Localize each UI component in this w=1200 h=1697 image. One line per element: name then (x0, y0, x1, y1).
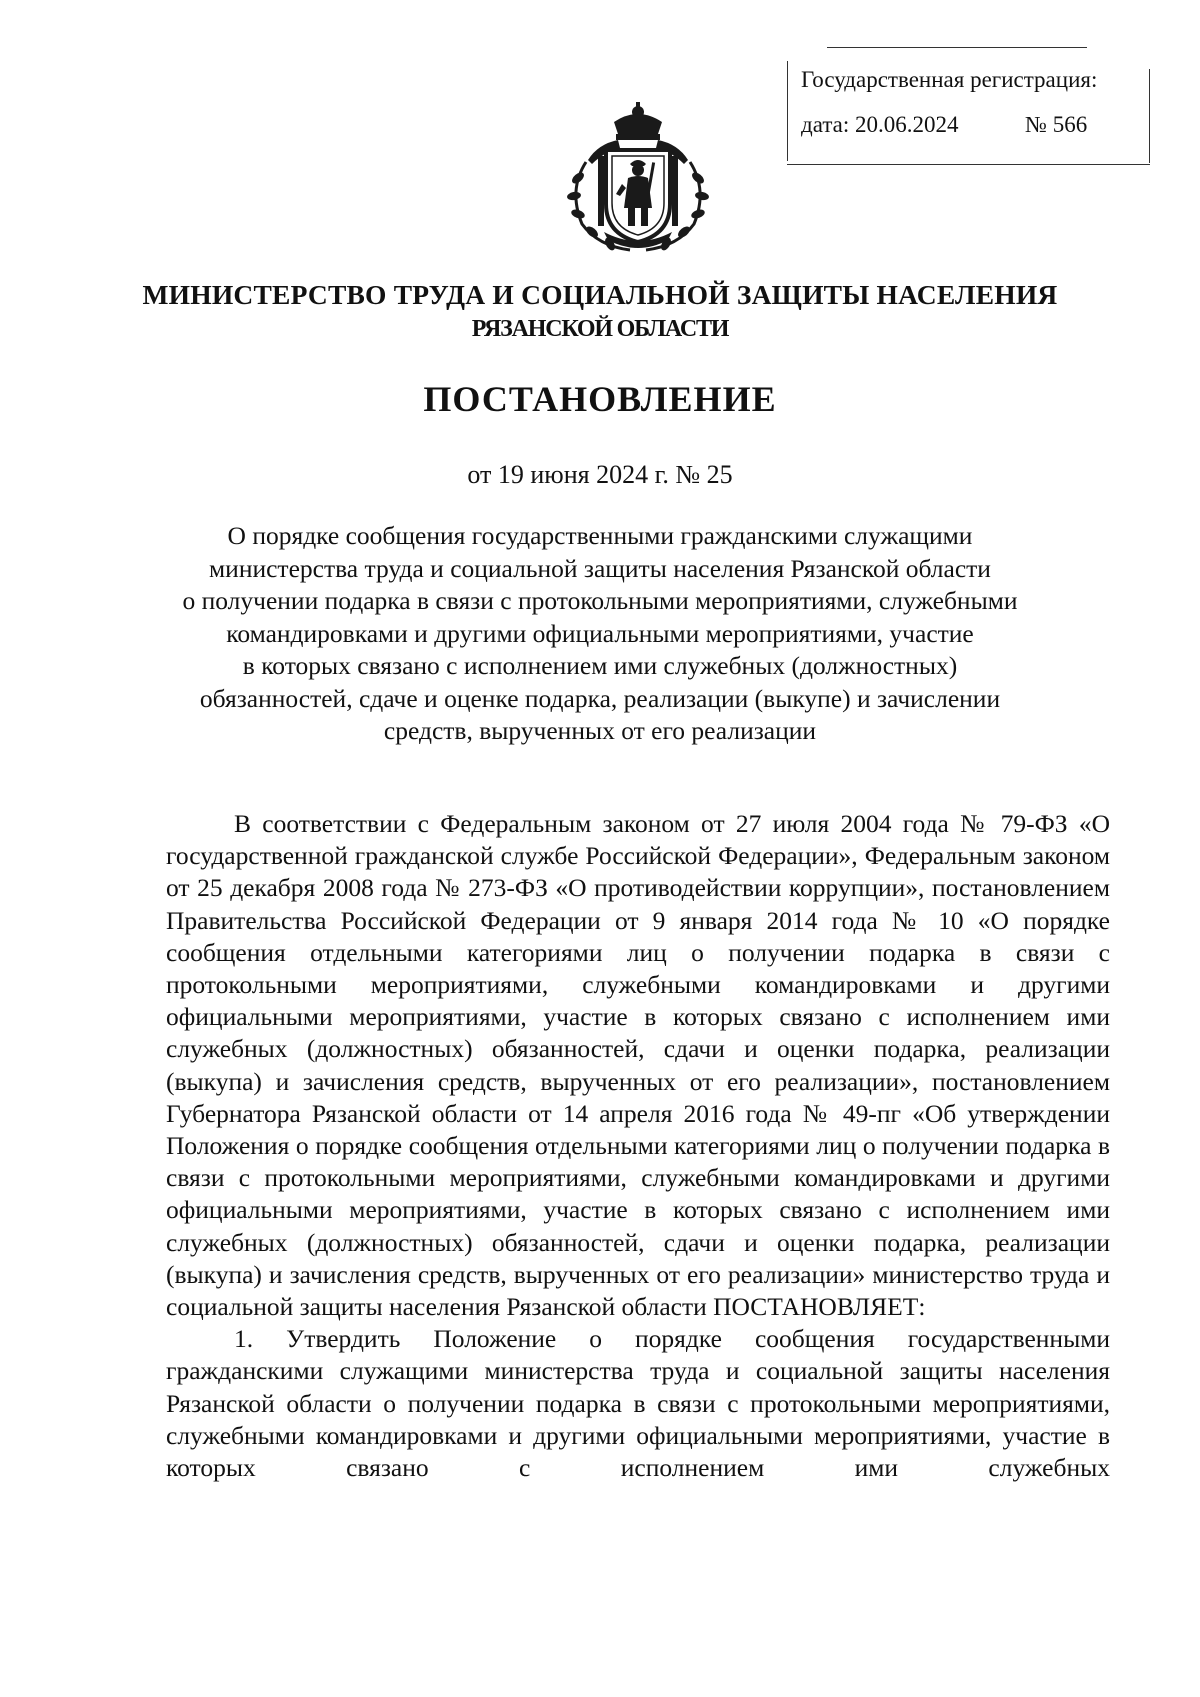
title-line: в которых связано с исполнением ими служебных (должностных) (242, 651, 958, 680)
title-line: министерства труда и социальной защиты населения Рязанской области (209, 553, 991, 583)
document-type: ПОСТАНОВЛЕНИЕ (423, 379, 777, 419)
title-line: командировками и другими официальными мероприятиями, участие (226, 618, 974, 648)
stamp-border-left (787, 61, 788, 161)
ministry-name (0, 278, 1200, 346)
preamble-paragraph: В соответствии с Федеральным законом от 27 июля 2004 года № 79-ФЗ «О государственной гражданской службе Российской Федерации», Федеральным законом от 25 декабря 2008 года № 273-ФЗ «О противодействии коррупции», постановлением Правительства Российской Федерации от 9 января 2014 года № 10 «О порядке сообщения отдельными категориями лиц о получении подарка в связи с протокольными мероприятиями, служебными командировками и другими официальными мероприятиями, участие в которых связано с исполнением ими служебных (должностных) обязанностей, сдачи и оценки подарка, реализации (выкупа) и зачисления средств, вырученных от его реализации», постановлением Губернатора Рязанской области от 14 апреля 2016 года № 49-пг «Об утверждении Положения о порядке сообщения отдельными категориями лиц о получении подарка в связи с протокольными мероприятиями, служебными командировками и другими официальными мероприятиями, участие в которых связано с исполнением ими служебных (должностных) обязанностей, сдачи и оценки подарка, реализации (выкупа) и зачисления средств, вырученных от его реализации» министерство труда и социальной защиты населения Рязанской области ПОСТАНОВЛЯЕТ: (166, 809, 1110, 1322)
registration-number: № 566 (1025, 112, 1088, 137)
ryazan-coat-of-arms-icon (558, 100, 718, 252)
registration-date: дата: 20.06.2024 (801, 112, 959, 137)
item-1-paragraph: 1. Утвердить Положение о порядке сообщения государственными гражданскими служащими министерства труда и социальной защиты населения Рязанской области о получении подарка в связи с протокольными мероприятиями, служебными командировками и другими официальными мероприятиями, участие в которых связано с исполнением ими служебных (166, 1324, 1110, 1483)
title-line: обязанностей, сдаче и оценке подарка, реализации (выкупе) и зачислении (199, 683, 1001, 713)
title-line: О порядке сообщения государственными гражданскими служащими (227, 521, 973, 550)
ministry-name-line2: РЯЗАНСКОЙ ОБЛАСТИ (471, 316, 729, 342)
stamp-border-right (1149, 69, 1150, 163)
stamp-border-bottom (787, 164, 1150, 165)
title-line: о получении подарка в связи с протокольными мероприятиями, служебными (182, 586, 1018, 615)
registration-title: Государственная регистрация: (801, 67, 1098, 92)
stamp-border-top (827, 47, 1087, 48)
title-line: средств, вырученных от его реализации (383, 716, 817, 745)
document-date: от 19 июня 2024 г. № 25 (467, 460, 733, 489)
document-title (0, 520, 1200, 748)
document-body (166, 808, 1110, 1484)
ministry-name-line1: МИНИСТЕРСТВО ТРУДА И СОЦИАЛЬНОЙ ЗАЩИТЫ НАСЕЛЕНИЯ (142, 279, 1058, 310)
registration-stamp (787, 47, 1150, 165)
